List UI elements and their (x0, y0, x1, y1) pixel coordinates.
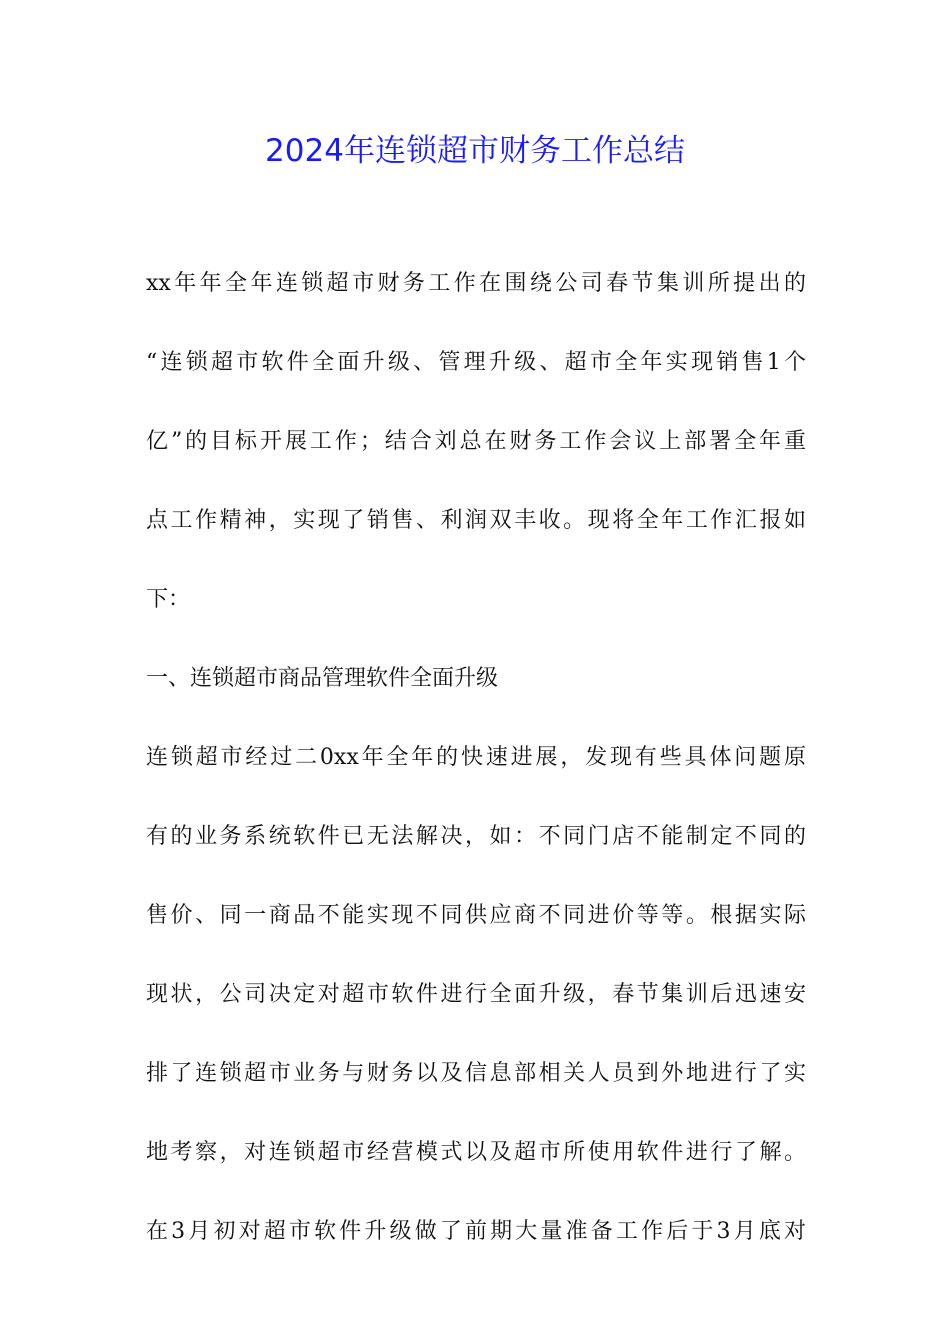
body-line: 点工作精神，实现了销售、利润双丰收。现将全年工作汇报如 (146, 508, 806, 533)
body-line: “连锁超市软件全面升级、管理升级、超市全年实现销售1个 (146, 350, 806, 375)
body-line: 有的业务系统软件已无法解决，如：不同门店不能制定不同的 (146, 824, 806, 849)
body-line: 售价、同一商品不能实现不同供应商不同进价等等。根据实际 (146, 903, 806, 928)
body-line: 下： (146, 587, 191, 612)
body-line: 现状，公司决定对超市软件进行全面升级，春节集训后迅速安 (146, 982, 806, 1007)
document-title: 2024年连锁超市财务工作总结 (265, 133, 685, 169)
document-body (146, 264, 806, 1291)
body-line: 在3月初对超市软件升级做了前期大量准备工作后于3月底对 (146, 1219, 806, 1244)
body-line: 亿”的目标开展工作；结合刘总在财务工作会议上部署全年重 (146, 429, 806, 454)
section-heading: 一、连锁超市商品管理软件全面升级 (146, 666, 499, 691)
body-line: 连锁超市经过二0xx年全年的快速进展，发现有些具体问题原 (146, 745, 806, 770)
body-line: xx年年全年连锁超市财务工作在围绕公司春节集训所提出的 (146, 271, 806, 296)
body-line: 排了连锁超市业务与财务以及信息部相关人员到外地进行了实 (146, 1061, 806, 1086)
body-line: 地考察，对连锁超市经营模式以及超市所使用软件进行了解。 (146, 1140, 806, 1165)
